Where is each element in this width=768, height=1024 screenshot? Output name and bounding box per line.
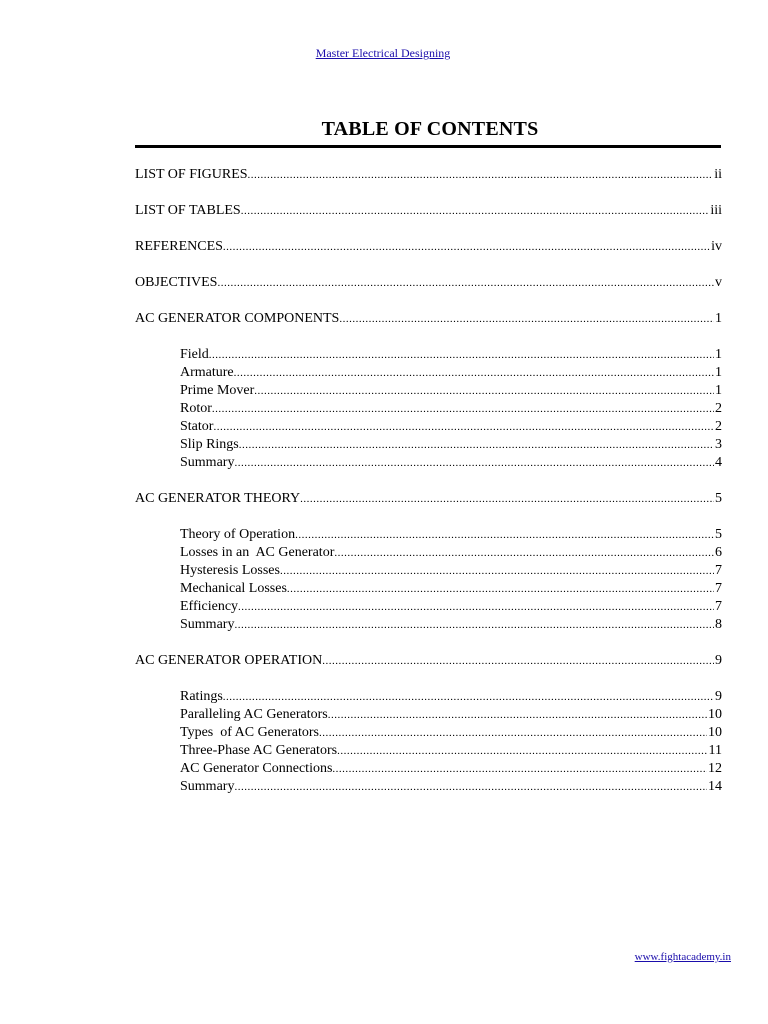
dot-leader	[280, 562, 714, 580]
dot-leader	[238, 598, 714, 616]
toc-entry-page: 1	[715, 311, 722, 326]
toc-subentry[interactable]	[135, 544, 722, 562]
toc-entry-page: 10	[708, 707, 722, 722]
toc-entry-page: 14	[708, 779, 722, 794]
toc-subentry[interactable]	[135, 706, 722, 724]
toc-entry-page: 5	[715, 491, 722, 506]
toc-subentry[interactable]	[135, 400, 722, 418]
toc-entry-label: Rotor	[180, 401, 212, 416]
dot-leader	[339, 310, 714, 328]
toc-subentry[interactable]	[135, 418, 722, 436]
toc-entry-page: ii	[714, 167, 722, 182]
toc-subentry[interactable]	[135, 526, 722, 544]
toc-entry-page: 6	[715, 545, 722, 560]
toc-entry-label: LIST OF TABLES	[135, 203, 241, 218]
dot-leader	[322, 652, 714, 670]
dot-leader	[241, 202, 710, 220]
toc-entry-label: Summary	[180, 455, 235, 470]
dot-leader	[217, 274, 714, 292]
toc-subentry[interactable]	[135, 562, 722, 580]
toc-subentry[interactable]	[135, 580, 722, 598]
toc-entry-page: 7	[715, 563, 722, 578]
toc-entry-page: 9	[715, 689, 722, 704]
toc-subentry[interactable]	[135, 436, 722, 454]
toc-subentry[interactable]	[135, 616, 722, 634]
dot-leader	[234, 778, 707, 796]
toc-entry-page: 3	[715, 437, 722, 452]
toc-entry-label: Three-Phase AC Generators	[180, 743, 338, 758]
dot-leader	[295, 526, 714, 544]
toc-entry-page: iii	[710, 203, 722, 218]
toc-entry-label: Mechanical Losses	[180, 581, 287, 596]
toc-entry-label: AC GENERATOR THEORY	[135, 491, 301, 506]
toc-subentry[interactable]	[135, 454, 722, 472]
table-of-contents	[135, 166, 722, 796]
toc-subentry[interactable]	[135, 724, 722, 742]
toc-entry-page: 11	[708, 743, 722, 758]
header-link[interactable]: Master Electrical Designing	[315, 46, 451, 60]
footer-link-container	[635, 951, 731, 963]
toc-entry-page: 2	[715, 419, 722, 434]
dot-leader	[332, 760, 707, 778]
toc-entry-page: iv	[711, 239, 722, 254]
dot-leader	[239, 436, 714, 454]
toc-entry-label: Theory of Operation	[180, 527, 296, 542]
toc-entry-label: AC GENERATOR COMPONENTS	[135, 311, 340, 326]
dot-leader	[300, 490, 714, 508]
toc-entry-label: Types of AC Generators	[180, 725, 319, 740]
toc-entry-page: 7	[715, 581, 722, 596]
toc-entry-label: REFERENCES	[135, 239, 223, 254]
toc-entry-label: Ratings	[180, 689, 223, 704]
toc-entry-page: 1	[715, 383, 722, 398]
dot-leader	[334, 544, 714, 562]
toc-entry-label: Prime Mover	[180, 383, 255, 398]
toc-entry-page: 5	[715, 527, 722, 542]
dot-leader	[234, 616, 714, 634]
toc-entry-objectives[interactable]	[135, 274, 722, 292]
header-link-container	[0, 46, 766, 61]
toc-entry-label: Slip Rings	[180, 437, 239, 452]
toc-entry-label: AC GENERATOR OPERATION	[135, 653, 323, 668]
toc-entry-label: LIST OF FIGURES	[135, 167, 248, 182]
toc-entry-page: 4	[715, 455, 722, 470]
toc-subentry[interactable]	[135, 742, 722, 760]
toc-entry-page: 8	[715, 617, 722, 632]
toc-entry-label: Paralleling AC Generators	[180, 707, 328, 722]
toc-entry-label: Stator	[180, 419, 214, 434]
toc-entry-list-of-tables[interactable]	[135, 202, 722, 220]
toc-entry-label: AC Generator Connections	[180, 761, 333, 776]
toc-entry-label: Hysteresis Losses	[180, 563, 280, 578]
toc-entry-label: Efficiency	[180, 599, 239, 614]
dot-leader	[223, 238, 710, 256]
toc-entry-page: 12	[708, 761, 722, 776]
toc-entry-label: Summary	[180, 617, 235, 632]
dot-leader	[212, 400, 714, 418]
toc-entry-page: 2	[715, 401, 722, 416]
toc-entry-operation[interactable]	[135, 652, 722, 670]
toc-entry-page: 1	[715, 365, 722, 380]
title-divider	[135, 145, 721, 148]
footer-link[interactable]: www.fightacademy.in	[634, 951, 731, 963]
toc-subentry[interactable]	[135, 382, 722, 400]
toc-subentry[interactable]	[135, 760, 722, 778]
dot-leader	[213, 418, 714, 436]
toc-subentry[interactable]	[135, 598, 722, 616]
page-title: TABLE OF CONTENTS	[321, 118, 539, 140]
toc-entry-page: 9	[715, 653, 722, 668]
dot-leader	[328, 706, 707, 724]
toc-entry-page: 1	[715, 347, 722, 362]
toc-entry-components[interactable]	[135, 310, 722, 328]
toc-entry-label: Losses in an AC Generator	[180, 545, 335, 560]
toc-entry-list-of-figures[interactable]	[135, 166, 722, 184]
toc-entry-label: Armature	[180, 365, 234, 380]
toc-entry-label: OBJECTIVES	[135, 275, 218, 290]
dot-leader	[234, 364, 714, 382]
toc-entry-references[interactable]	[135, 238, 722, 256]
dot-leader	[287, 580, 714, 598]
toc-subentry[interactable]	[135, 688, 722, 706]
toc-entry-page: v	[715, 275, 722, 290]
toc-entry-theory[interactable]	[135, 490, 722, 508]
dot-leader	[234, 454, 714, 472]
toc-entry-page: 7	[715, 599, 722, 614]
dot-leader	[248, 166, 714, 184]
dot-leader	[337, 742, 707, 760]
dot-leader	[254, 382, 714, 400]
toc-entry-label: Field	[180, 347, 209, 362]
toc-subentry[interactable]	[135, 364, 722, 382]
dot-leader	[209, 346, 714, 364]
toc-entry-page: 10	[708, 725, 722, 740]
toc-entry-label: Summary	[180, 779, 235, 794]
dot-leader	[223, 688, 714, 706]
toc-subentry[interactable]	[135, 346, 722, 364]
toc-subentry[interactable]	[135, 778, 722, 796]
dot-leader	[319, 724, 707, 742]
